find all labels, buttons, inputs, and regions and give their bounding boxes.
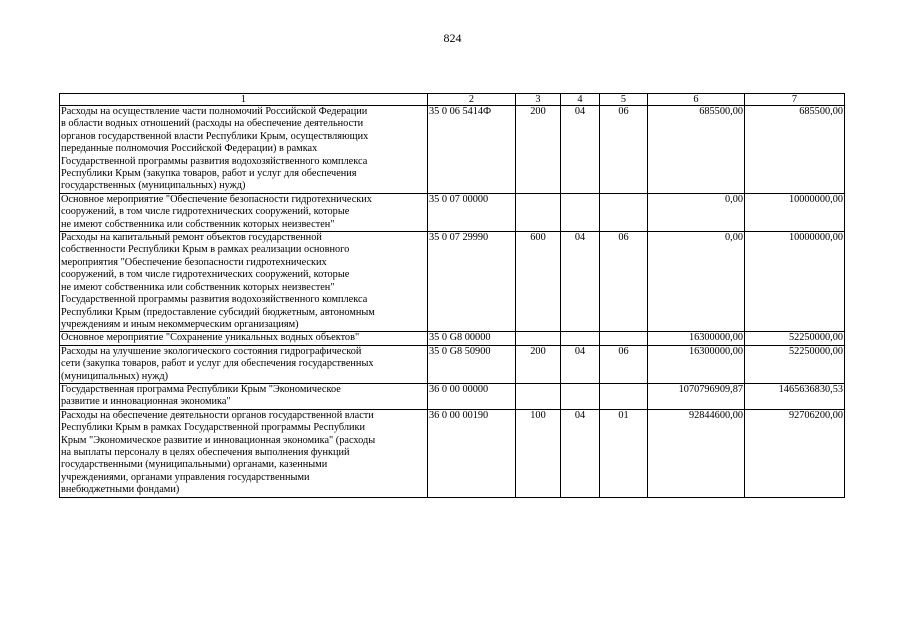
table-row [60, 345, 845, 383]
target-article-code: 35 0 07 00000 [428, 193, 516, 231]
expense-type-code: 200 [516, 106, 561, 194]
amount-col-7: 52250000,00 [745, 345, 845, 383]
subsection-code: 01 [600, 409, 648, 497]
section-code [561, 383, 600, 409]
budget-table [59, 93, 845, 498]
target-article-code: 35 0 06 5414Ф [428, 106, 516, 194]
target-article-code: 35 0 G8 50900 [428, 345, 516, 383]
table-row [60, 383, 845, 409]
section-code: 04 [561, 409, 600, 497]
subsection-code: 06 [600, 345, 648, 383]
header-col-5: 5 [600, 94, 648, 106]
expense-type-code [516, 193, 561, 231]
table-row [60, 232, 845, 332]
column-number-header-row [60, 94, 845, 106]
header-col-6: 6 [648, 94, 745, 106]
expense-type-code: 100 [516, 409, 561, 497]
row-description: Расходы на капитальный ремонт объектов государственной собственности Республики Крым в рамках реализации основного мероприятия "Обеспечение безопасности гидротехнических сооружений, в том числе гидротехнических сооружений, которые не имеют собственника или собственник которых неизвестен" Государственной программы развития водохозяйственного комплекса Республики Крым (предоставление субсидий бюджетным, автономным учреждениям и иным некоммерческим организациям) [60, 232, 428, 332]
amount-col-7: 52250000,00 [745, 332, 845, 345]
amount-col-7: 1465636830,53 [745, 383, 845, 409]
table-row [60, 332, 845, 345]
row-description: Основное мероприятие "Сохранение уникальных водных объектов" [60, 332, 428, 345]
amount-col-6: 685500,00 [648, 106, 745, 194]
section-code: 04 [561, 345, 600, 383]
header-col-1: 1 [60, 94, 428, 106]
row-description: Расходы на обеспечение деятельности органов государственной власти Республики Крым в рамках Государственной программы Республики Крым "Экономическое развитие и инновационная экономика" (расходы на выплаты персоналу в целях обеспечения выполнения функций государственными (муниципальными) органами, казенными учреждениями, органами управления государственными внебюджетными фондами) [60, 409, 428, 497]
amount-col-6: 1070796909,87 [648, 383, 745, 409]
row-description: Расходы на осуществление части полномочий Российской Федерации в области водных отношений (расходы на обеспечение деятельности органов государственной власти Республики Крым, осуществляющих переданные полномочия Российской Федерации) в рамках Государственной программы развития водохозяйственного комплекса Республики Крым (закупка товаров, работ и услуг для обеспечения государственных (муниципальных) нужд) [60, 106, 428, 194]
target-article-code: 35 0 07 29990 [428, 232, 516, 332]
amount-col-7: 685500,00 [745, 106, 845, 194]
section-code [561, 332, 600, 345]
section-code: 04 [561, 106, 600, 194]
expense-type-code: 600 [516, 232, 561, 332]
table-row [60, 106, 845, 194]
expense-type-code: 200 [516, 345, 561, 383]
section-code: 04 [561, 232, 600, 332]
section-code [561, 193, 600, 231]
header-col-7: 7 [745, 94, 845, 106]
target-article-code: 36 0 00 00190 [428, 409, 516, 497]
subsection-code [600, 193, 648, 231]
subsection-code [600, 383, 648, 409]
target-article-code: 35 0 G8 00000 [428, 332, 516, 345]
amount-col-7: 10000000,00 [745, 232, 845, 332]
page-number: 824 [443, 31, 462, 45]
expense-type-code [516, 332, 561, 345]
row-description: Расходы на улучшение экологического состояния гидрографической сети (закупка товаров, работ и услуг для обеспечения государственных (муниципальных) нужд) [60, 345, 428, 383]
amount-col-7: 92706200,00 [745, 409, 845, 497]
amount-col-6: 16300000,00 [648, 332, 745, 345]
target-article-code: 36 0 00 00000 [428, 383, 516, 409]
amount-col-6: 0,00 [648, 193, 745, 231]
row-description: Государственная программа Республики Крым "Экономическое развитие и инновационная экономика" [60, 383, 428, 409]
amount-col-6: 0,00 [648, 232, 745, 332]
amount-col-6: 92844600,00 [648, 409, 745, 497]
header-col-3: 3 [516, 94, 561, 106]
amount-col-7: 10000000,00 [745, 193, 845, 231]
subsection-code: 06 [600, 232, 648, 332]
subsection-code: 06 [600, 106, 648, 194]
header-col-2: 2 [428, 94, 516, 106]
subsection-code [600, 332, 648, 345]
row-description: Основное мероприятие "Обеспечение безопасности гидротехнических сооружений, в том числе гидротехнических сооружений, которые не имеют собственника или собственник которых неизвестен" [60, 193, 428, 231]
amount-col-6: 16300000,00 [648, 345, 745, 383]
header-col-4: 4 [561, 94, 600, 106]
table-row [60, 193, 845, 231]
expense-type-code [516, 383, 561, 409]
table-row [60, 409, 845, 497]
